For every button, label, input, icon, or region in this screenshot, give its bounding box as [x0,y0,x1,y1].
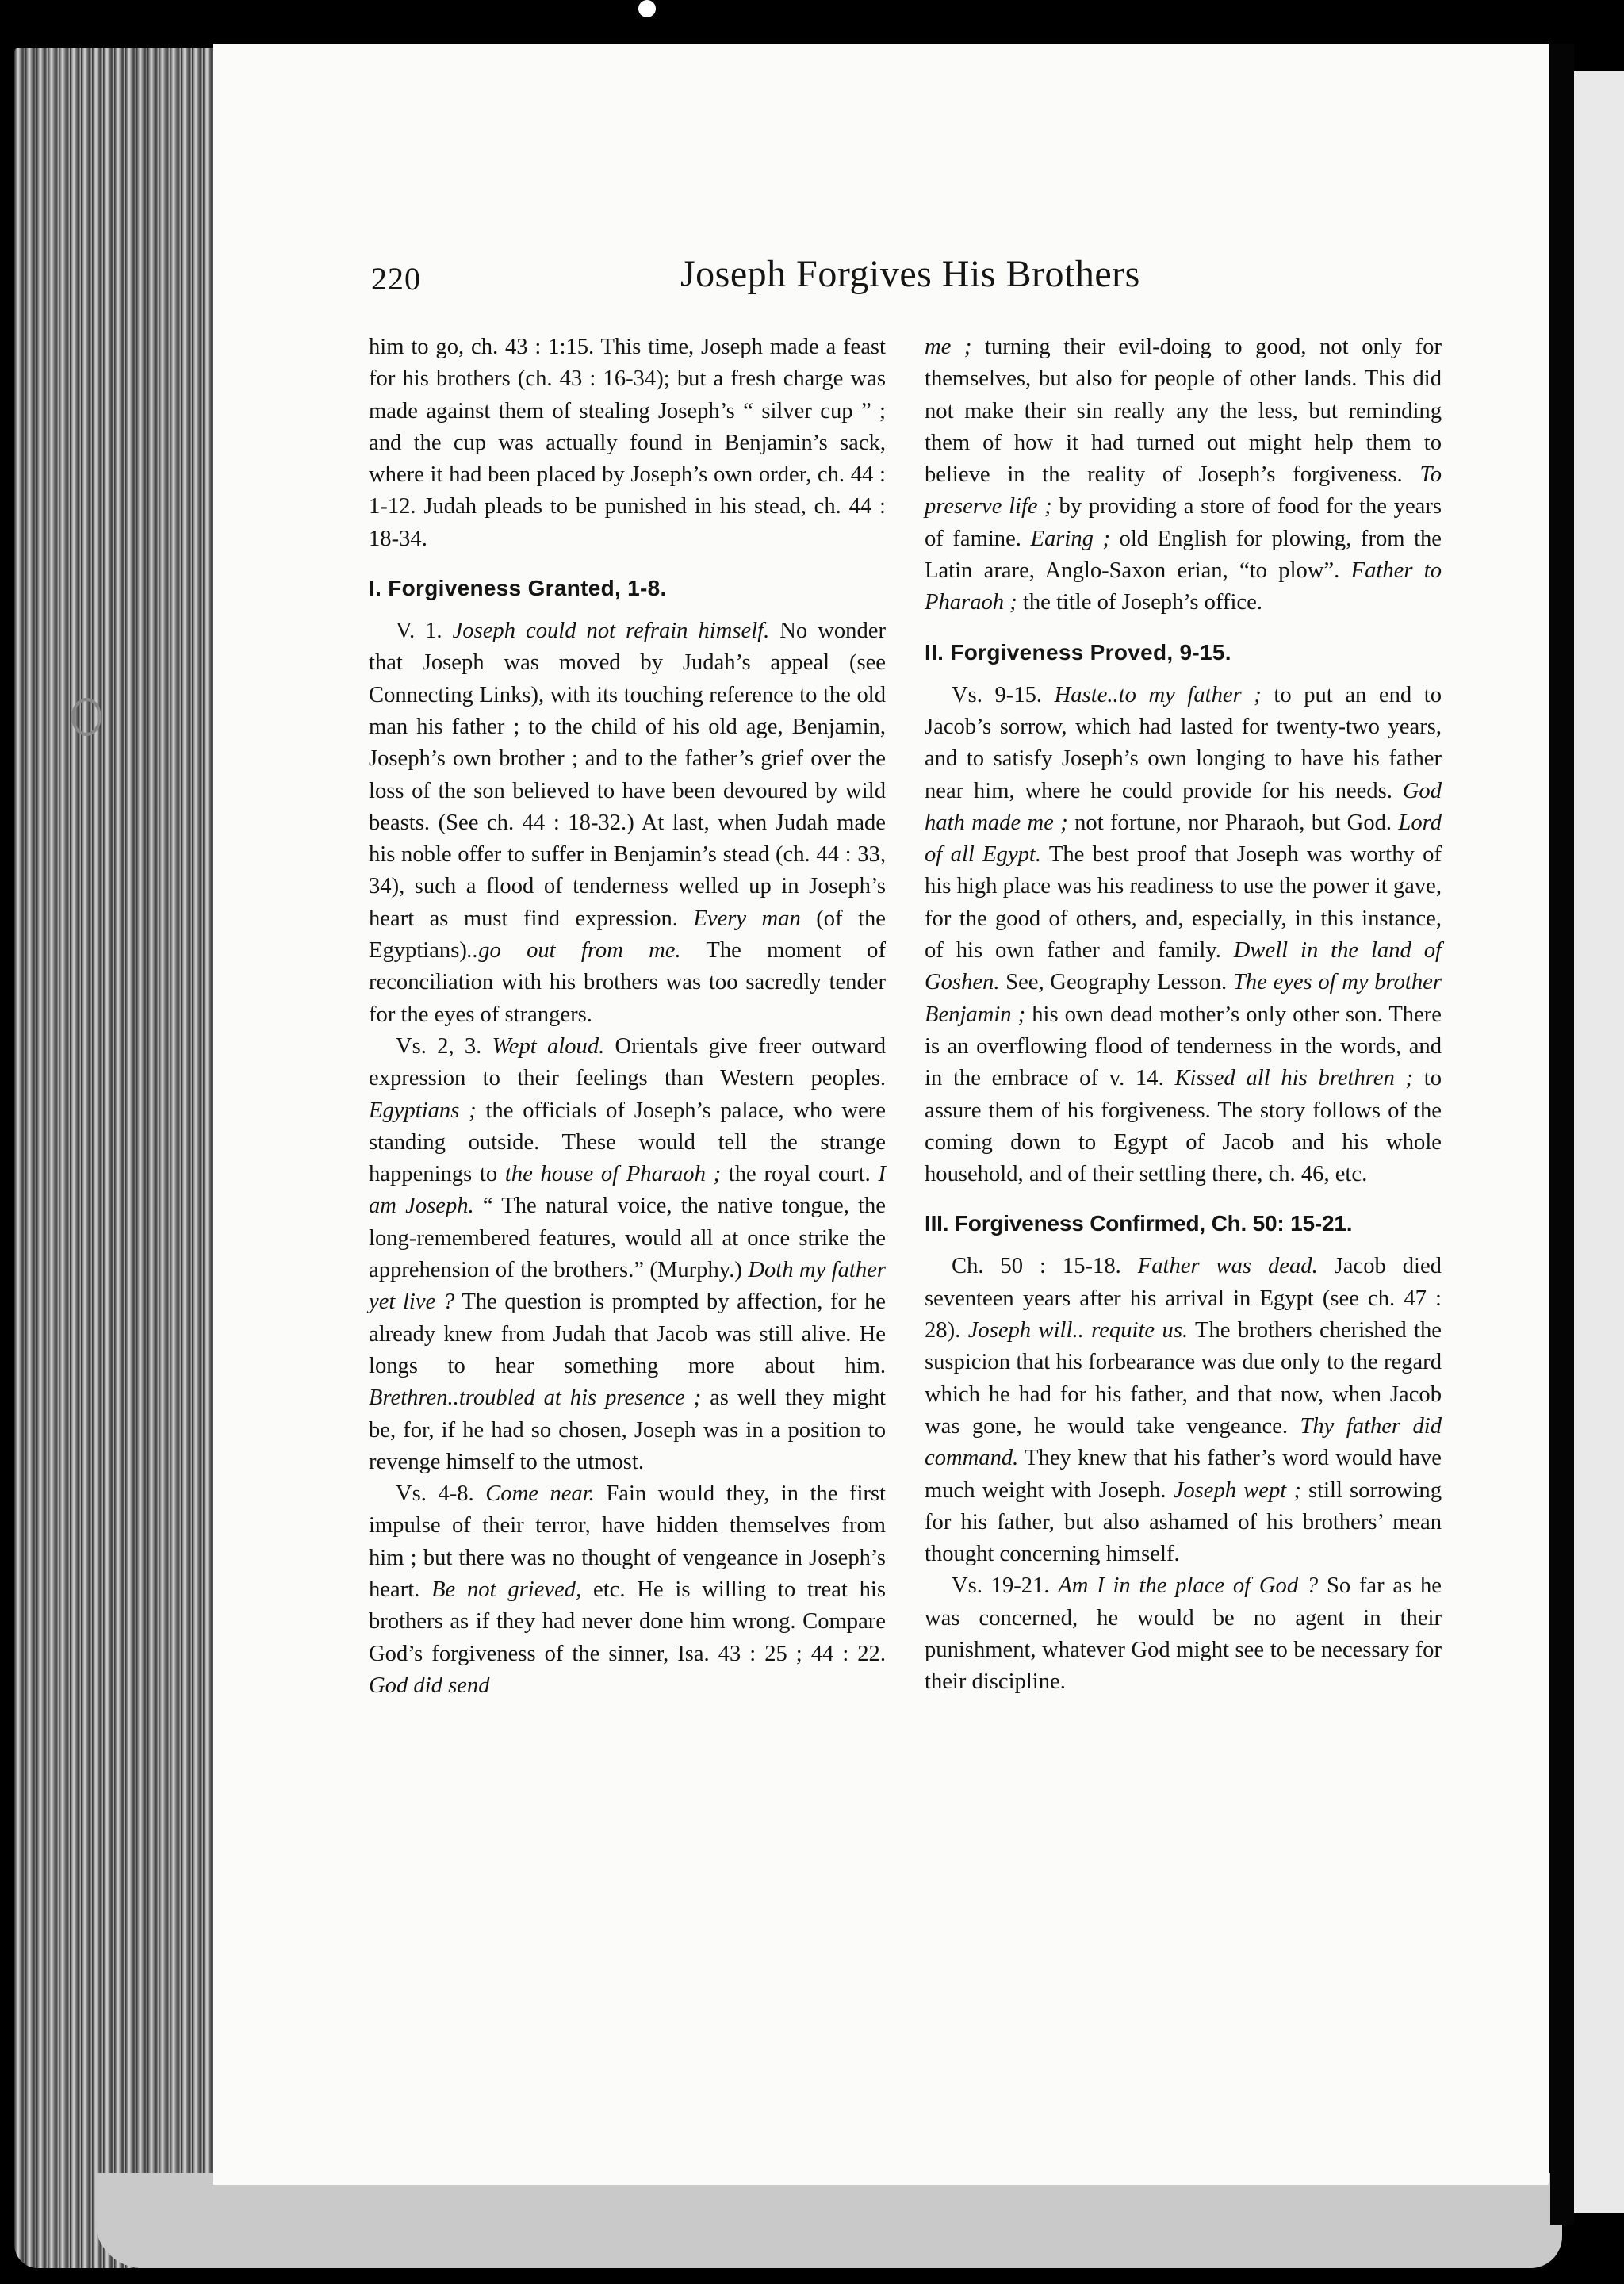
page-edges [14,48,219,2268]
paragraph: Vs. 2, 3. Wept aloud. Orientals give freer outward expression to their feelings than Western peoples. Egyptians ; the officials of Joseph’s palace, who were standing outside. These would tell the strange happenings to the house of Pharaoh ; the royal court. I am Joseph. “ The natural voice, the native tongue, the long-remembered features, would all at once strike the apprehension of the brothers.” (Murphy.) Doth my father yet live ? The question is prompted by affection, for he already knew from Judah that Jacob was still alive. He longs to hear something more about him. Brethren..troubled at his presence ; as well they might be, for, if he had so chosen, Joseph was in a position to revenge himself to the utmost. [369,1033,887,1474]
paragraph: Vs. 9-15. Haste..to my father ; to put an end to Jacob’s sorrow, which had lasted for twenty-two years, and to satisfy Joseph’s own longing to have his father near him, where he could provide for his needs. God hath made me ; not fortune, nor Pharaoh, but God. Lord of all Egypt. The best proof that Joseph was worthy of his high place was his readiness to use the power it gave, for the good of others, and, especially, in this instance, of his own father and family. Dwell in the land of Goshen. See, Geography Lesson. The eyes of my brother Benjamin ; his own dead mother’s only other son. There is an overflowing flood of tenderness in the words, and in the embrace of v. 14. Kissed all his brethren ; to assure them of his forgiveness. The story follows of the coming down to Egypt of Jacob and his whole household, and of their settling there, ch. 46, etc. [925,682,1442,1187]
running-head: Joseph Forgives His Brothers [680,253,1140,295]
left-column [369,331,886,1702]
paragraph: me ; turning their evil-doing to good, not only for themselves, but also for people of other lands. This did not make their sin really any the less, but reminding them of how it had turned out might help them to believe in the reality of Joseph’s forgiveness. To preserve life ; by providing a store of food for the years of famine. Earing ; old English for plowing, from the Latin arare, Anglo-Saxon erian, “to plow”. Father to Pharaoh ; the title of Joseph’s office. [925,335,1442,615]
paragraph: V. 1. Joseph could not refrain himself. No wonder that Joseph was moved by Judah’s appeal (see Connecting Links), with its touching reference to the old man his father ; to the child of his old age, Benjamin, Joseph’s own brother ; and to the father’s grief over the loss of the son believed to have been devoured by wild beasts. (See ch. 44 : 18-32.) At last, when Judah made his noble offer to suffer in Benjamin’s stead (ch. 44 : 33, 34), such a flood of tenderness welled up in Joseph’s heart as must find expression. Every man (of the Egyptians)..go out from me. The moment of reconciliation with his brothers was too sacredly tender for the eyes of strangers. [369,619,886,1027]
section-heading: III. Forgiveness Confirmed, Ch. 50: 15-21. [925,1211,1353,1236]
next-page-edge [1574,71,1624,2213]
paragraph: Vs. 19-21. Am I in the place of God ? So far as he was concerned, he would be no agent in their punishment, whatever God might see to be necessary for their discipline. [925,1573,1442,1695]
section-heading: I. Forgiveness Granted, 1-8. [369,576,667,601]
scan-mark [71,698,102,736]
gutter [1550,44,1574,2225]
paragraph: Ch. 50 : 15-18. Father was dead. Jacob died seventeen years after his arrival in Egypt (see ch. 47 : 28). Joseph will.. requite us. The brothers cherished the suspicion that his forbearance was due only to the regard which he had for his father, and that now, when Jacob was gone, he would take vengeance. Thy father did command. They knew that his father’s word would have much weight with Joseph. Joseph wept ; still sorrowing for his father, but also ashamed of his brothers’ mean thought concerning himself. [925,1254,1442,1567]
book-bottom-edge [95,2173,1562,2268]
scan-speck [638,0,656,17]
section-heading: II. Forgiveness Proved, 9-15. [925,639,1231,665]
paragraph: him to go, ch. 43 : 1:15. This time, Joseph made a feast for his brothers (ch. 43 : 16-34); but a fresh charge was made against them of stealing Joseph’s “ silver cup ” ; and the cup was actually found in Benjamin’s sack, where it had been placed by Joseph’s own order, ch. 44 : 1-12. Judah pleads to be punished in his stead, ch. 44 : 18-34. [369,335,886,551]
paragraph: Vs. 4-8. Come near. Fain would they, in the first impulse of their terror, have hidden themselves from him ; but there was no thought of vengeance in Joseph’s heart. Be not grieved, etc. He is willing to treat his brothers as if they had never done him wrong. Compare God’s forgiveness of the sinner, Isa. 43 : 25 ; 44 : 22. God did send [369,1481,886,1698]
right-column [925,331,1442,1699]
page-number: 220 [371,261,421,297]
